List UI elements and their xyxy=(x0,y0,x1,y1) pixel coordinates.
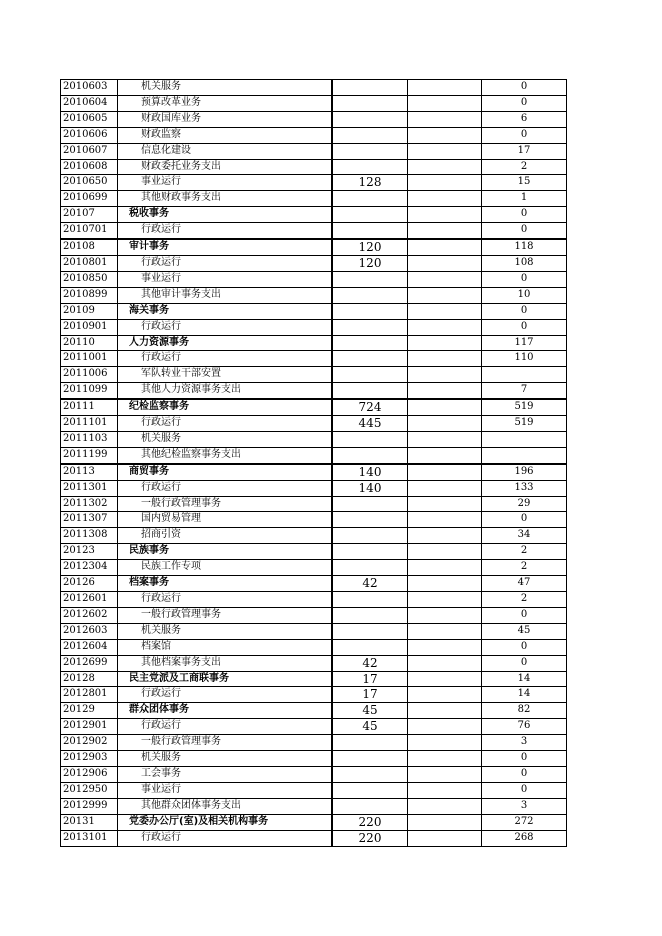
cell-amount-3[interactable]: 0 xyxy=(482,207,567,223)
cell-item-name[interactable]: 行政运行 xyxy=(118,416,333,432)
cell-item-name[interactable]: 机关服务 xyxy=(118,431,333,447)
cell-item-name[interactable]: 其他审计事务支出 xyxy=(118,287,333,303)
cell-code[interactable]: 2010899 xyxy=(61,287,118,303)
cell-amount-1[interactable]: 17 xyxy=(332,687,408,703)
cell-item-name[interactable]: 其他纪检监察事务支出 xyxy=(118,447,333,463)
table-row xyxy=(61,159,567,175)
table-row xyxy=(61,271,567,287)
cell-amount-2[interactable] xyxy=(408,512,482,528)
table-row xyxy=(61,335,567,351)
cell-code[interactable]: 2010607 xyxy=(61,143,118,159)
cell-code[interactable]: 2011199 xyxy=(61,447,118,463)
cell-code[interactable]: 2012602 xyxy=(61,607,118,623)
cell-amount-2[interactable] xyxy=(408,528,482,544)
cell-item-name[interactable]: 财政国库业务 xyxy=(118,111,333,127)
cell-amount-2[interactable] xyxy=(408,751,482,767)
cell-amount-1[interactable] xyxy=(332,544,408,560)
cell-amount-1[interactable] xyxy=(332,607,408,623)
table-row xyxy=(61,766,567,782)
budget-table-body xyxy=(61,80,567,847)
cell-amount-1[interactable] xyxy=(332,751,408,767)
cell-code[interactable]: 2011006 xyxy=(61,367,118,383)
cell-amount-1[interactable] xyxy=(332,798,408,814)
cell-amount-1[interactable] xyxy=(332,367,408,383)
cell-item-name[interactable]: 民族事务 xyxy=(118,544,333,560)
cell-amount-3[interactable]: 14 xyxy=(482,687,567,703)
cell-amount-2[interactable] xyxy=(408,223,482,239)
cell-item-name[interactable]: 纪检监察事务 xyxy=(118,399,333,415)
table-row xyxy=(61,798,567,814)
cell-amount-1[interactable] xyxy=(332,782,408,798)
table-row xyxy=(61,383,567,399)
cell-item-name[interactable]: 机关服务 xyxy=(118,80,333,96)
cell-amount-3[interactable]: 2 xyxy=(482,544,567,560)
cell-amount-2[interactable] xyxy=(408,719,482,735)
cell-amount-2[interactable] xyxy=(408,496,482,512)
cell-amount-3[interactable]: 118 xyxy=(482,239,567,255)
cell-amount-3[interactable]: 0 xyxy=(482,319,567,335)
cell-item-name[interactable]: 其他人力资源事务支出 xyxy=(118,383,333,399)
cell-amount-2[interactable] xyxy=(408,127,482,143)
cell-amount-2[interactable] xyxy=(408,287,482,303)
cell-amount-2[interactable] xyxy=(408,239,482,255)
cell-amount-1[interactable] xyxy=(332,431,408,447)
cell-amount-3[interactable]: 76 xyxy=(482,719,567,735)
cell-code[interactable]: 2012906 xyxy=(61,766,118,782)
table-row xyxy=(61,127,567,143)
cell-amount-2[interactable] xyxy=(408,560,482,576)
cell-amount-2[interactable] xyxy=(408,399,482,415)
table-row xyxy=(61,782,567,798)
cell-amount-2[interactable] xyxy=(408,351,482,367)
cell-amount-1[interactable] xyxy=(332,592,408,608)
cell-item-name[interactable]: 党委办公厅(室)及相关机构事务 xyxy=(118,814,333,830)
table-row xyxy=(61,576,567,592)
cell-item-name[interactable]: 一般行政管理事务 xyxy=(118,735,333,751)
cell-amount-1[interactable]: 45 xyxy=(332,719,408,735)
table-row xyxy=(61,735,567,751)
cell-code[interactable]: 2010699 xyxy=(61,191,118,207)
cell-amount-2[interactable] xyxy=(408,143,482,159)
cell-amount-2[interactable] xyxy=(408,814,482,830)
cell-code[interactable]: 2012999 xyxy=(61,798,118,814)
cell-code[interactable]: 2012902 xyxy=(61,735,118,751)
cell-item-name[interactable]: 招商引资 xyxy=(118,528,333,544)
cell-code[interactable]: 2012901 xyxy=(61,719,118,735)
cell-amount-1[interactable] xyxy=(332,159,408,175)
cell-amount-2[interactable] xyxy=(408,544,482,560)
cell-amount-3[interactable]: 6 xyxy=(482,111,567,127)
cell-code[interactable]: 2010606 xyxy=(61,127,118,143)
budget-table xyxy=(60,79,567,847)
cell-item-name[interactable]: 行政运行 xyxy=(118,719,333,735)
cell-amount-3[interactable]: 15 xyxy=(482,175,567,191)
cell-item-name[interactable]: 民主党派及工商联事务 xyxy=(118,671,333,687)
cell-item-name[interactable]: 税收事务 xyxy=(118,207,333,223)
cell-amount-2[interactable] xyxy=(408,416,482,432)
cell-item-name[interactable]: 工会事务 xyxy=(118,766,333,782)
cell-amount-1[interactable] xyxy=(332,207,408,223)
cell-code[interactable]: 20111 xyxy=(61,399,118,415)
cell-item-name[interactable]: 财政监察 xyxy=(118,127,333,143)
cell-code[interactable]: 2012304 xyxy=(61,560,118,576)
cell-amount-3[interactable]: 0 xyxy=(482,127,567,143)
table-row xyxy=(61,447,567,463)
cell-item-name[interactable]: 其他档案事务支出 xyxy=(118,655,333,671)
table-row xyxy=(61,207,567,223)
cell-code[interactable]: 20128 xyxy=(61,671,118,687)
cell-amount-3[interactable]: 272 xyxy=(482,814,567,830)
cell-item-name[interactable]: 信息化建设 xyxy=(118,143,333,159)
cell-amount-1[interactable]: 220 xyxy=(332,830,408,846)
cell-amount-1[interactable] xyxy=(332,528,408,544)
table-row xyxy=(61,687,567,703)
cell-amount-3[interactable]: 0 xyxy=(482,766,567,782)
table-row xyxy=(61,464,567,480)
cell-amount-3[interactable]: 110 xyxy=(482,351,567,367)
cell-amount-2[interactable] xyxy=(408,607,482,623)
cell-amount-3[interactable]: 3 xyxy=(482,735,567,751)
cell-amount-1[interactable] xyxy=(332,111,408,127)
cell-amount-2[interactable] xyxy=(408,639,482,655)
cell-amount-3[interactable]: 519 xyxy=(482,399,567,415)
cell-amount-2[interactable] xyxy=(408,447,482,463)
table-row xyxy=(61,351,567,367)
cell-amount-2[interactable] xyxy=(408,687,482,703)
table-row xyxy=(61,703,567,719)
cell-code[interactable]: 2012903 xyxy=(61,751,118,767)
cell-amount-3[interactable]: 0 xyxy=(482,271,567,287)
cell-amount-1[interactable]: 140 xyxy=(332,480,408,496)
cell-code[interactable]: 20109 xyxy=(61,303,118,319)
table-row xyxy=(61,143,567,159)
table-row xyxy=(61,303,567,319)
cell-item-name[interactable]: 民族工作专项 xyxy=(118,560,333,576)
cell-amount-2[interactable] xyxy=(408,735,482,751)
cell-amount-1[interactable] xyxy=(332,447,408,463)
table-row xyxy=(61,814,567,830)
table-row xyxy=(61,671,567,687)
cell-amount-2[interactable] xyxy=(408,255,482,271)
cell-amount-1[interactable] xyxy=(332,303,408,319)
cell-amount-1[interactable] xyxy=(332,80,408,96)
cell-amount-3[interactable]: 82 xyxy=(482,703,567,719)
cell-item-name[interactable]: 其他财政事务支出 xyxy=(118,191,333,207)
cell-item-name[interactable]: 档案馆 xyxy=(118,639,333,655)
cell-code[interactable]: 20126 xyxy=(61,576,118,592)
cell-amount-3[interactable]: 0 xyxy=(482,303,567,319)
cell-item-name[interactable]: 事业运行 xyxy=(118,271,333,287)
cell-item-name[interactable]: 行政运行 xyxy=(118,351,333,367)
cell-amount-2[interactable] xyxy=(408,480,482,496)
cell-amount-2[interactable] xyxy=(408,383,482,399)
cell-amount-3[interactable]: 7 xyxy=(482,383,567,399)
cell-amount-3[interactable] xyxy=(482,431,567,447)
cell-code[interactable]: 20108 xyxy=(61,239,118,255)
cell-item-name[interactable]: 行政运行 xyxy=(118,255,333,271)
cell-item-name[interactable]: 其他群众团体事务支出 xyxy=(118,798,333,814)
table-row xyxy=(61,416,567,432)
cell-amount-2[interactable] xyxy=(408,782,482,798)
table-row xyxy=(61,544,567,560)
cell-amount-3[interactable]: 117 xyxy=(482,335,567,351)
cell-amount-3[interactable]: 2 xyxy=(482,592,567,608)
cell-code[interactable]: 20129 xyxy=(61,703,118,719)
cell-code[interactable]: 2010801 xyxy=(61,255,118,271)
cell-amount-3[interactable]: 29 xyxy=(482,496,567,512)
cell-item-name[interactable]: 行政运行 xyxy=(118,480,333,496)
table-row xyxy=(61,191,567,207)
cell-item-name[interactable]: 事业运行 xyxy=(118,175,333,191)
cell-amount-3[interactable]: 0 xyxy=(482,782,567,798)
table-row xyxy=(61,528,567,544)
table-row xyxy=(61,80,567,96)
cell-item-name[interactable]: 群众团体事务 xyxy=(118,703,333,719)
table-row xyxy=(61,367,567,383)
cell-amount-2[interactable] xyxy=(408,335,482,351)
cell-code[interactable]: 20113 xyxy=(61,464,118,480)
cell-code[interactable]: 2010603 xyxy=(61,80,118,96)
table-row xyxy=(61,719,567,735)
cell-amount-3[interactable]: 0 xyxy=(482,95,567,111)
cell-item-name[interactable]: 商贸事务 xyxy=(118,464,333,480)
cell-code[interactable]: 20107 xyxy=(61,207,118,223)
cell-amount-2[interactable] xyxy=(408,431,482,447)
table-row xyxy=(61,496,567,512)
table-row xyxy=(61,751,567,767)
table-row xyxy=(61,255,567,271)
cell-amount-2[interactable] xyxy=(408,592,482,608)
table-row xyxy=(61,480,567,496)
cell-amount-3[interactable]: 0 xyxy=(482,655,567,671)
cell-item-name[interactable]: 机关服务 xyxy=(118,751,333,767)
cell-amount-1[interactable] xyxy=(332,639,408,655)
cell-amount-3[interactable] xyxy=(482,447,567,463)
cell-amount-2[interactable] xyxy=(408,576,482,592)
cell-item-name[interactable]: 海关事务 xyxy=(118,303,333,319)
cell-amount-2[interactable] xyxy=(408,80,482,96)
cell-item-name[interactable]: 行政运行 xyxy=(118,830,333,846)
cell-amount-3[interactable]: 133 xyxy=(482,480,567,496)
cell-code[interactable]: 2010608 xyxy=(61,159,118,175)
cell-amount-3[interactable]: 0 xyxy=(482,607,567,623)
cell-code[interactable]: 2010850 xyxy=(61,271,118,287)
cell-amount-2[interactable] xyxy=(408,271,482,287)
cell-amount-3[interactable]: 10 xyxy=(482,287,567,303)
cell-code[interactable]: 2011101 xyxy=(61,416,118,432)
cell-item-name[interactable]: 预算改革业务 xyxy=(118,95,333,111)
cell-item-name[interactable]: 人力资源事务 xyxy=(118,335,333,351)
cell-amount-1[interactable] xyxy=(332,383,408,399)
cell-code[interactable]: 2010604 xyxy=(61,95,118,111)
cell-amount-1[interactable] xyxy=(332,335,408,351)
table-row xyxy=(61,95,567,111)
cell-item-name[interactable]: 行政运行 xyxy=(118,319,333,335)
cell-code[interactable]: 2010650 xyxy=(61,175,118,191)
cell-code[interactable]: 2011307 xyxy=(61,512,118,528)
cell-amount-1[interactable] xyxy=(332,735,408,751)
cell-amount-1[interactable]: 120 xyxy=(332,255,408,271)
cell-amount-1[interactable] xyxy=(332,512,408,528)
cell-amount-3[interactable]: 0 xyxy=(482,512,567,528)
cell-amount-3[interactable]: 268 xyxy=(482,830,567,846)
cell-item-name[interactable]: 机关服务 xyxy=(118,623,333,639)
cell-item-name[interactable]: 行政运行 xyxy=(118,223,333,239)
table-row xyxy=(61,639,567,655)
cell-item-name[interactable]: 财政委托业务支出 xyxy=(118,159,333,175)
cell-amount-1[interactable]: 128 xyxy=(332,175,408,191)
cell-amount-2[interactable] xyxy=(408,207,482,223)
cell-amount-3[interactable]: 45 xyxy=(482,623,567,639)
cell-code[interactable]: 20110 xyxy=(61,335,118,351)
cell-amount-3[interactable]: 0 xyxy=(482,751,567,767)
cell-amount-1[interactable]: 42 xyxy=(332,576,408,592)
cell-amount-1[interactable] xyxy=(332,287,408,303)
cell-code[interactable]: 2011302 xyxy=(61,496,118,512)
cell-code[interactable]: 2011308 xyxy=(61,528,118,544)
cell-code[interactable]: 2012699 xyxy=(61,655,118,671)
cell-amount-1[interactable]: 45 xyxy=(332,703,408,719)
cell-amount-3[interactable]: 17 xyxy=(482,143,567,159)
cell-item-name[interactable]: 行政运行 xyxy=(118,687,333,703)
cell-amount-2[interactable] xyxy=(408,319,482,335)
table-row xyxy=(61,512,567,528)
table-row xyxy=(61,175,567,191)
cell-amount-1[interactable]: 120 xyxy=(332,239,408,255)
table-row xyxy=(61,607,567,623)
cell-amount-1[interactable] xyxy=(332,319,408,335)
cell-code[interactable]: 2011001 xyxy=(61,351,118,367)
cell-amount-2[interactable] xyxy=(408,798,482,814)
cell-code[interactable]: 2010701 xyxy=(61,223,118,239)
cell-amount-3[interactable]: 47 xyxy=(482,576,567,592)
cell-amount-1[interactable] xyxy=(332,623,408,639)
cell-amount-2[interactable] xyxy=(408,95,482,111)
cell-code[interactable]: 2011099 xyxy=(61,383,118,399)
cell-amount-3[interactable]: 3 xyxy=(482,798,567,814)
cell-amount-2[interactable] xyxy=(408,367,482,383)
cell-amount-1[interactable] xyxy=(332,95,408,111)
cell-amount-2[interactable] xyxy=(408,671,482,687)
cell-code[interactable]: 20123 xyxy=(61,544,118,560)
cell-amount-1[interactable]: 724 xyxy=(332,399,408,415)
cell-amount-1[interactable] xyxy=(332,496,408,512)
cell-amount-3[interactable]: 34 xyxy=(482,528,567,544)
cell-code[interactable]: 20131 xyxy=(61,814,118,830)
cell-code[interactable]: 2012801 xyxy=(61,687,118,703)
cell-amount-1[interactable]: 42 xyxy=(332,655,408,671)
table-row xyxy=(61,287,567,303)
cell-amount-3[interactable]: 2 xyxy=(482,560,567,576)
cell-code[interactable]: 2010901 xyxy=(61,319,118,335)
cell-amount-3[interactable]: 1 xyxy=(482,191,567,207)
cell-item-name[interactable]: 国内贸易管理 xyxy=(118,512,333,528)
cell-amount-2[interactable] xyxy=(408,111,482,127)
cell-amount-1[interactable] xyxy=(332,351,408,367)
cell-item-name[interactable]: 军队转业干部安置 xyxy=(118,367,333,383)
cell-amount-3[interactable]: 0 xyxy=(482,223,567,239)
table-row xyxy=(61,830,567,846)
table-row xyxy=(61,655,567,671)
cell-amount-1[interactable]: 445 xyxy=(332,416,408,432)
cell-amount-1[interactable] xyxy=(332,766,408,782)
cell-amount-1[interactable] xyxy=(332,143,408,159)
cell-code[interactable]: 2012950 xyxy=(61,782,118,798)
cell-amount-3[interactable]: 196 xyxy=(482,464,567,480)
cell-amount-2[interactable] xyxy=(408,159,482,175)
cell-amount-2[interactable] xyxy=(408,655,482,671)
cell-amount-3[interactable]: 0 xyxy=(482,80,567,96)
cell-code[interactable]: 2011301 xyxy=(61,480,118,496)
cell-amount-3[interactable]: 108 xyxy=(482,255,567,271)
cell-code[interactable]: 2012603 xyxy=(61,623,118,639)
cell-amount-1[interactable] xyxy=(332,271,408,287)
table-row xyxy=(61,223,567,239)
cell-amount-2[interactable] xyxy=(408,766,482,782)
cell-amount-2[interactable] xyxy=(408,830,482,846)
cell-amount-3[interactable]: 2 xyxy=(482,159,567,175)
table-row xyxy=(61,560,567,576)
cell-code[interactable]: 2010605 xyxy=(61,111,118,127)
cell-amount-1[interactable] xyxy=(332,560,408,576)
cell-amount-3[interactable]: 0 xyxy=(482,639,567,655)
cell-item-name[interactable]: 一般行政管理事务 xyxy=(118,607,333,623)
cell-code[interactable]: 2012604 xyxy=(61,639,118,655)
table-row xyxy=(61,111,567,127)
cell-item-name[interactable]: 一般行政管理事务 xyxy=(118,496,333,512)
cell-amount-1[interactable]: 220 xyxy=(332,814,408,830)
cell-amount-1[interactable]: 17 xyxy=(332,671,408,687)
table-row xyxy=(61,592,567,608)
cell-item-name[interactable]: 事业运行 xyxy=(118,782,333,798)
cell-amount-1[interactable] xyxy=(332,127,408,143)
cell-item-name[interactable]: 档案事务 xyxy=(118,576,333,592)
cell-amount-1[interactable] xyxy=(332,191,408,207)
cell-amount-3[interactable]: 519 xyxy=(482,416,567,432)
cell-amount-3[interactable]: 14 xyxy=(482,671,567,687)
cell-code[interactable]: 2011103 xyxy=(61,431,118,447)
cell-amount-2[interactable] xyxy=(408,703,482,719)
table-row xyxy=(61,239,567,255)
cell-amount-2[interactable] xyxy=(408,623,482,639)
cell-amount-2[interactable] xyxy=(408,464,482,480)
cell-item-name[interactable]: 审计事务 xyxy=(118,239,333,255)
cell-code[interactable]: 2013101 xyxy=(61,830,118,846)
table-row xyxy=(61,399,567,415)
cell-amount-3[interactable] xyxy=(482,367,567,383)
cell-amount-2[interactable] xyxy=(408,303,482,319)
cell-item-name[interactable]: 行政运行 xyxy=(118,592,333,608)
cell-code[interactable]: 2012601 xyxy=(61,592,118,608)
cell-amount-2[interactable] xyxy=(408,175,482,191)
table-row xyxy=(61,431,567,447)
table-row xyxy=(61,319,567,335)
cell-amount-1[interactable] xyxy=(332,223,408,239)
cell-amount-2[interactable] xyxy=(408,191,482,207)
cell-amount-1[interactable]: 140 xyxy=(332,464,408,480)
table-row xyxy=(61,623,567,639)
